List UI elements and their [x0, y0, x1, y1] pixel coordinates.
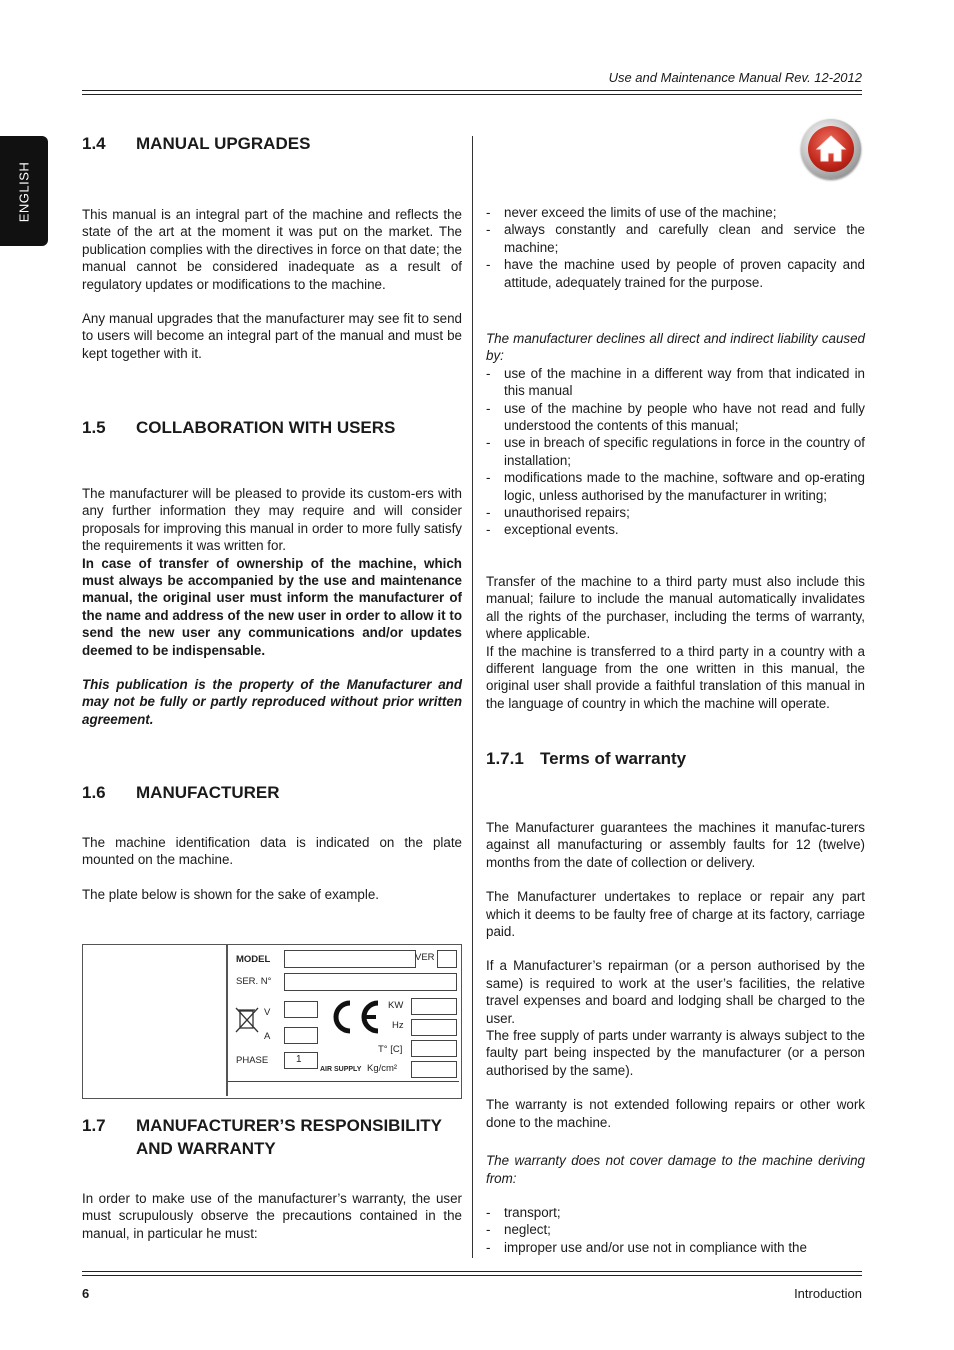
warranty-exclusions-intro: The warranty does not cover damage to the machine deriving from:: [486, 1153, 865, 1186]
plate-ampere-label: A: [264, 1031, 271, 1042]
identification-plate: [82, 944, 462, 1099]
paragraph: The Manufacturer guarantees the machines it manufac-turers against all manufacturing or assembly faults for 12 (twelve) months from the date of collection or delivery.: [486, 820, 865, 870]
list-item: - use of the machine in a different way from that indicated in this manual: [486, 365, 865, 400]
list-item: - use in breach of specific regulations in force in the country of installation;: [486, 434, 865, 469]
paragraph: The plate below is shown for the sake of example.: [82, 886, 379, 902]
language-tab: [0, 136, 48, 246]
plate-pressure-box: [411, 1061, 457, 1078]
paragraph-bold: In case of transfer of ownership of the machine, which must always be accompanied by the use and maintenance manual, the original user must inform the manufacturer of the name and address of the new user in order to allow it to send the new user any communications and/or updates deemed to be indispensable.: [82, 555, 462, 658]
plate-serial-label: SER. N°: [236, 976, 272, 987]
section-1-7-heading: 1.7 MANUFACTURER’S RESPONSIBILITY AND WARRANTY: [82, 1116, 442, 1158]
paragraph: The machine identification data is indicated on the plate mounted on the machine.: [82, 835, 462, 868]
list-item: - modifications made to the machine, software and op-erating logic, unless authorised by the manufacturer in writing;: [486, 469, 865, 504]
liability-block: [486, 330, 865, 539]
plate-ampere-box: [284, 1027, 318, 1044]
paragraph: The manufacturer will be pleased to provide its custom-ers with any further information they may require and will consider proposals for improving this manual in order to more fully satisfy the requirements it was written for.: [82, 486, 462, 554]
paragraph: In order to make use of the manufacturer’s warranty, the user must scrupulously observe the precautions contained in the manual, in particular he must:: [82, 1191, 462, 1241]
header-rule: [82, 90, 862, 91]
section-1-5-body: [82, 485, 462, 728]
plate-pressure-label: Kg/cm²: [367, 1063, 398, 1074]
list-item: - neglect;: [486, 1221, 865, 1238]
plate-temp-box: [411, 1040, 457, 1057]
list-item: - unauthorised repairs;: [486, 504, 865, 521]
paragraph: This manual is an integral part of the machine and reflects the state of the art at the moment it was put on the market. The publication complies with the directives in force on that date; the manual cannot be considered inadequate as a result of regulatory updates or modifications to the machine.: [82, 207, 462, 292]
section-1-6-body: [82, 834, 462, 903]
warranty-body: [486, 819, 865, 1256]
paragraph: Any manual upgrades that the manufacturer may see fit to send to users will become an integral part of the manual and must be kept together with it.: [82, 311, 462, 361]
plate-air-supply-label: AIR SUPPLY: [320, 1066, 362, 1073]
plate-bottom-strip: [228, 1081, 459, 1095]
list-item: - have the machine used by people of proven capacity and attitude, adequately trained for the purpose.: [486, 256, 865, 291]
language-tab-label: ENGLISH: [16, 161, 32, 223]
weee-bin-icon: [234, 1005, 260, 1035]
plate-serial-box: [284, 973, 457, 991]
section-1-4-body: [82, 206, 462, 362]
plate-kw-box: [411, 998, 457, 1015]
column-divider: [472, 136, 473, 1258]
plate-model-box: [284, 950, 416, 968]
plate-temp-label: T° [C]: [378, 1044, 403, 1055]
section-1-4-heading: 1.4 MANUAL UPGRADES: [82, 134, 311, 153]
footer-rule-thin: [82, 1275, 862, 1276]
plate-ver-box: [437, 950, 457, 968]
transfer-block: [486, 573, 865, 712]
plate-voltage-box: [284, 1001, 318, 1018]
plate-phase-value: 1: [296, 1054, 302, 1065]
plate-panel: [226, 945, 461, 1096]
list-item: - transport;: [486, 1204, 865, 1221]
paragraph: If the machine is transferred to a third party in a country with a different language from the one written in this manual, the original user shall provide a faithful translation of this manual in the language of country in which the machine will operate.: [486, 643, 865, 711]
footer-rule: [82, 1271, 862, 1272]
header-rule-thin: [82, 94, 862, 95]
plate-voltage-label: V: [264, 1007, 271, 1018]
plate-hz-box: [411, 1019, 457, 1036]
paragraph: The warranty is not extended following repairs or other work done to the machine.: [486, 1097, 865, 1130]
ce-mark-icon: [324, 997, 384, 1037]
home-button[interactable]: [801, 119, 861, 179]
home-icon: [810, 128, 852, 170]
section-1-7-body: [82, 1190, 462, 1242]
page-number: 6: [82, 1286, 90, 1301]
precautions-list: [486, 204, 865, 291]
section-1-5-heading: 1.5 COLLABORATION WITH USERS: [82, 418, 396, 437]
paragraph: If a Manufacturer’s repairman (or a person authorised by the same) is required to work at the user’s facilities, the relative travel expenses and board and lodging shall be charged to the user.: [486, 958, 865, 1026]
section-1-7-1-heading: 1.7.1 Terms of warranty: [486, 749, 687, 768]
list-item: - never exceed the limits of use of the machine;: [486, 204, 865, 221]
plate-ver-label: VER: [415, 952, 435, 963]
plate-kw-label: KW: [388, 1000, 404, 1011]
paragraph-bold-italic: This publication is the property of the Manufacturer and may not be fully or partly reproduced without prior written agreement.: [82, 677, 462, 727]
plate-hz-label: Hz: [392, 1020, 404, 1031]
list-item: - use of the machine by people who have not read and fully understood the contents of this manual;: [486, 400, 865, 435]
liability-intro: The manufacturer declines all direct and indirect liability caused by:: [486, 331, 865, 364]
header-title: Use and Maintenance Manual Rev. 12-2012: [608, 70, 862, 85]
list-item: - exceptional events.: [486, 521, 865, 538]
paragraph: Transfer of the machine to a third party must also include this manual; failure to include the manual automatically invalidates all the rights of the purchaser, including the terms of warranty, where applicable.: [486, 574, 865, 642]
list-item: - improper use and/or use not in compliance with the: [486, 1239, 865, 1256]
plate-phase-label: PHASE: [236, 1055, 269, 1066]
section-1-6-heading: 1.6 MANUFACTURER: [82, 783, 280, 802]
paragraph: The Manufacturer undertakes to replace or repair any part which it deems to be faulty free of charge at its factory, carriage paid.: [486, 889, 865, 940]
footer-section-title: Introduction: [794, 1286, 862, 1301]
plate-model-label: MODEL: [236, 954, 271, 965]
list-item: - always constantly and carefully clean and service the machine;: [486, 221, 865, 256]
paragraph: The free supply of parts under warranty is always subject to the faulty part being inspected by the manufacturer (or a person authorised by the same).: [486, 1028, 865, 1078]
